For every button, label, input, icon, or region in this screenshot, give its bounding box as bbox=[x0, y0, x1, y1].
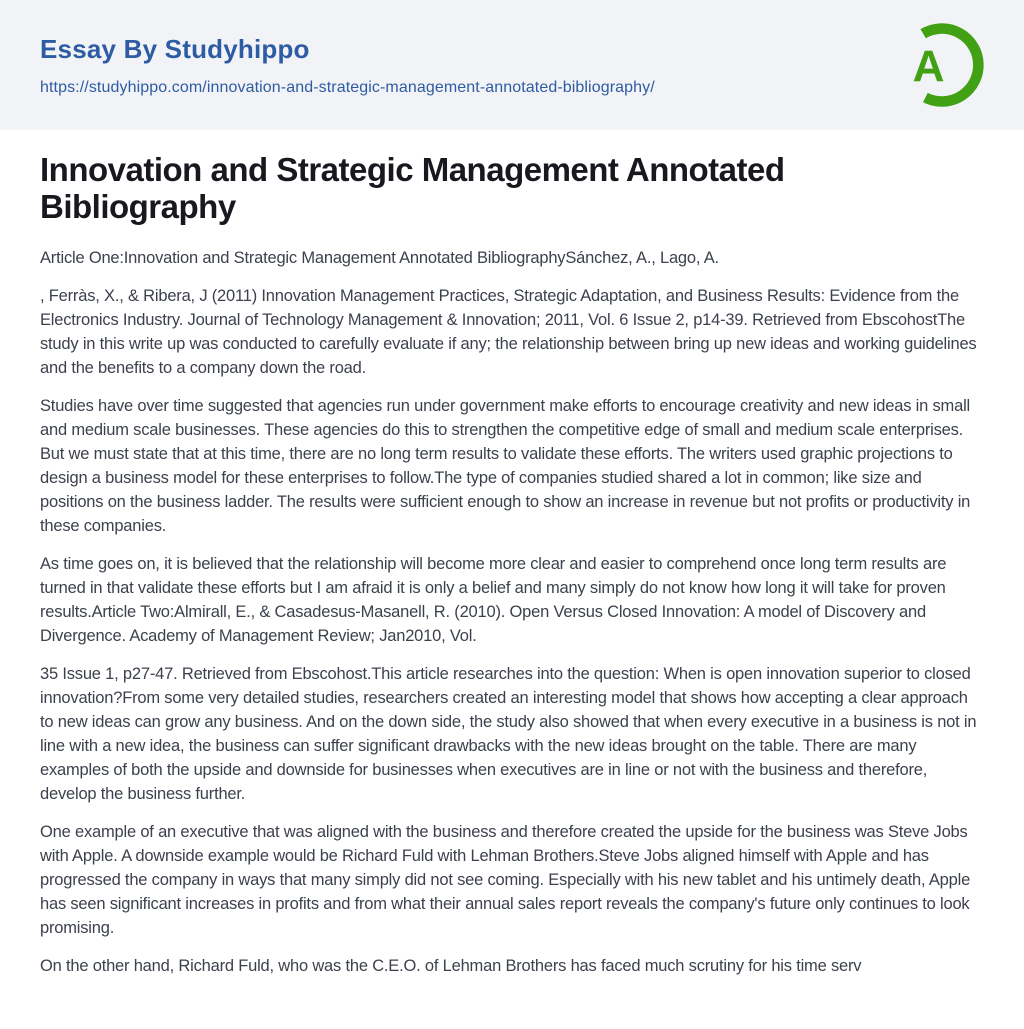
paragraph: One example of an executive that was aligned with the business and therefore created the upside for the business was Steve Jobs with Apple. A downside example would be Richard Fuld with Lehman Brothers.Steve Jobs aligned himself with Apple and has progressed the company in ways that many simply did not see coming. Especially with his new tablet and his untimely death, Apple has seen significant increases in profits and from what their annual sales report reveals the company's future only continues to look promising. bbox=[40, 822, 971, 937]
paragraph: As time goes on, it is believed that the relationship will become more clear and easier to comprehend once long term results are turned in that validate these efforts but I am afraid it is only a belief and many simply do not know how long it will take for proven results.Article Two:Almirall, E., & Casadesus-Masanell, R. (2010). Open Versus Closed Innovation: A model of Discovery and Divergence. Academy of Management Review; Jan2010, Vol. bbox=[40, 554, 947, 645]
paragraph: 35 Issue 1, p27-47. Retrieved from Ebscohost.This article researches into the question: When is open innovation superior to closed innovation?From some very detailed studies, researchers created an interesting model that shows how accepting a clear approach to new ideas can grow any business. And on the down side, the study also showed that when every executive in a business is not in line with a new idea, the business can suffer significant drawbacks with the new ideas brought on the table. There are many examples of both the upside and downside for businesses when executives are in line or not with the business and therefore, develop the business further. bbox=[40, 664, 977, 803]
paragraph-intro: Article One:Innovation and Strategic Management Annotated BibliographySánchez, A., Lago, A. bbox=[40, 248, 719, 267]
document-body bbox=[0, 130, 1024, 978]
paragraph: Studies have over time suggested that agencies run under government make efforts to encourage creativity and new ideas in small and medium scale businesses. These agencies do this to strengthen the competitive edge of small and medium scale enterprises. But we must state that at this time, there are no long term results to validate these efforts. The writers used graphic projections to design a business model for these enterprises to follow.The type of companies studied shared a lot in common; like size and positions on the business ladder. The results were sufficient enough to show an increase in revenue but not profits or productivity in these companies. bbox=[40, 396, 971, 535]
source-url-link[interactable]: https://studyhippo.com/innovation-and-strategic-management-annotated-bibliography/ bbox=[40, 78, 655, 96]
page-header bbox=[0, 0, 1024, 130]
logo-letter: A bbox=[912, 42, 945, 92]
studyhippo-logo-icon bbox=[894, 17, 990, 113]
paragraph: , Ferràs, X., & Ribera, J (2011) Innovation Management Practices, Strategic Adaptation, and Business Results: Evidence from the Electronics Industry. Journal of Technology Management & Innovation; 2011, Vol. 6 Issue 2, p14-39. Retrieved from EbscohostThe study in this write up was conducted to carefully evaluate if any; the relationship between bring up new ideas and working guidelines and the benefits to a company down the road. bbox=[40, 286, 977, 377]
article-text bbox=[40, 246, 984, 978]
page-title: Innovation and Strategic Management Annotated Bibliography bbox=[40, 151, 785, 225]
site-title-link[interactable]: Essay By Studyhippo bbox=[40, 33, 310, 64]
paragraph-truncated: On the other hand, Richard Fuld, who was the C.E.O. of Lehman Brothers has faced much scrutiny for his time serv bbox=[40, 956, 862, 975]
header-text-block bbox=[40, 34, 655, 97]
